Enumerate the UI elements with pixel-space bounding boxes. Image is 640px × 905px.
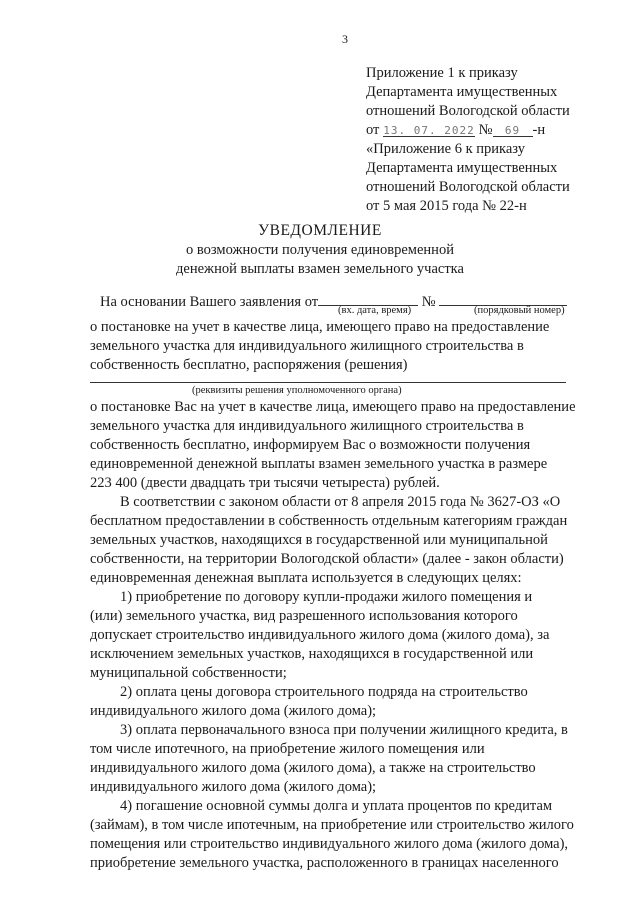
- header-line: отношений Вологодской области: [366, 103, 570, 119]
- requisites-blank-line[interactable]: [90, 382, 566, 383]
- caption-date: (вх. дата, время): [338, 305, 412, 316]
- header-line: Департамента имущественных: [366, 84, 558, 100]
- list-item: 1) приобретение по договору купли-продажи жилого помещения и (или) земельного участка, вид разрешенного использования которого допускает строительство индивидуального жилого дома (жилого дома), за исключением земельных участков, находящихся в государственной или муниципальной собственности;: [90, 589, 550, 681]
- appendix-header: [366, 64, 631, 216]
- document-subtitle-2: денежной выплаты взамен земельного участка: [176, 261, 464, 277]
- header-line: от 5 мая 2015 года № 22-н: [366, 198, 527, 214]
- application-date-field[interactable]: [318, 290, 418, 306]
- paragraph-law: В соответствии с законом области от 8 апреля 2015 года № 3627-ОЗ «О бесплатном предоставлении в собственность отдельным категориям граждан земельных участков, находящихся в государственной или муниципальной собственности, на территории Вологодской области» (далее - закон области) единовременная денежная выплата используется в следующих целях:: [90, 494, 568, 586]
- order-number-field: [493, 121, 533, 137]
- page-number: 3: [342, 32, 348, 46]
- header-line: Департамента имущественных: [366, 160, 558, 176]
- header-line: Приложение 1 к приказу: [366, 65, 518, 81]
- order-date-field: [383, 121, 475, 137]
- intro-continuation: о постановке на учет в качестве лица, имеющего право на предоставление земельного участка для индивидуального жилищного строительства в собственность бесплатно, распоряжения (решения): [90, 319, 550, 373]
- list-item: 2) оплата цены договора строительного подряда на строительство индивидуального жилого дома (жилого дома);: [90, 684, 528, 719]
- header-line: отношений Вологодской области: [366, 179, 570, 195]
- order-number-stamp: 69: [504, 124, 521, 137]
- list-item: 4) погашение основной суммы долга и уплата процентов по кредитам (займам), в том числе ипотечным, на приобретение или строительство жилого помещения или строительство индивидуального жилого дома (жилого дома), приобретение земельного участка, расположенного в границах населенного: [90, 798, 574, 871]
- caption-requisites: (реквизиты решения уполномоченного органа): [192, 385, 402, 396]
- caption-number: (порядковый номер): [474, 305, 565, 316]
- document-subtitle-1: о возможности получения единовременной: [186, 242, 454, 258]
- order-date-stamp: 13. 07. 2022: [383, 124, 475, 137]
- document-title: УВЕДОМЛЕНИЕ: [258, 222, 382, 239]
- list-item: 3) оплата первоначального взноса при получении жилищного кредита, в том числе ипотечного, на приобретение жилого помещения или индивидуального жилого дома (жилого дома), а также на строительство индивидуального жилого дома (жилого дома);: [90, 722, 568, 795]
- intro-line: На основании Вашего заявления от №: [100, 290, 610, 312]
- header-order-date-line: от 13. 07. 2022 № 69 -н: [366, 122, 546, 138]
- paragraph-notification: о постановке Вас на учет в качестве лица, имеющего право на предоставление земельного участка для индивидуального жилищного строительства в собственность бесплатно, информируем Вас о возможности получения единовременной денежной выплаты взамен земельного участка в размере 223 400 (двести двадцать три тысячи четыреста) рублей.: [90, 399, 576, 491]
- application-number-field[interactable]: [439, 290, 567, 306]
- header-line: «Приложение 6 к приказу: [366, 141, 525, 157]
